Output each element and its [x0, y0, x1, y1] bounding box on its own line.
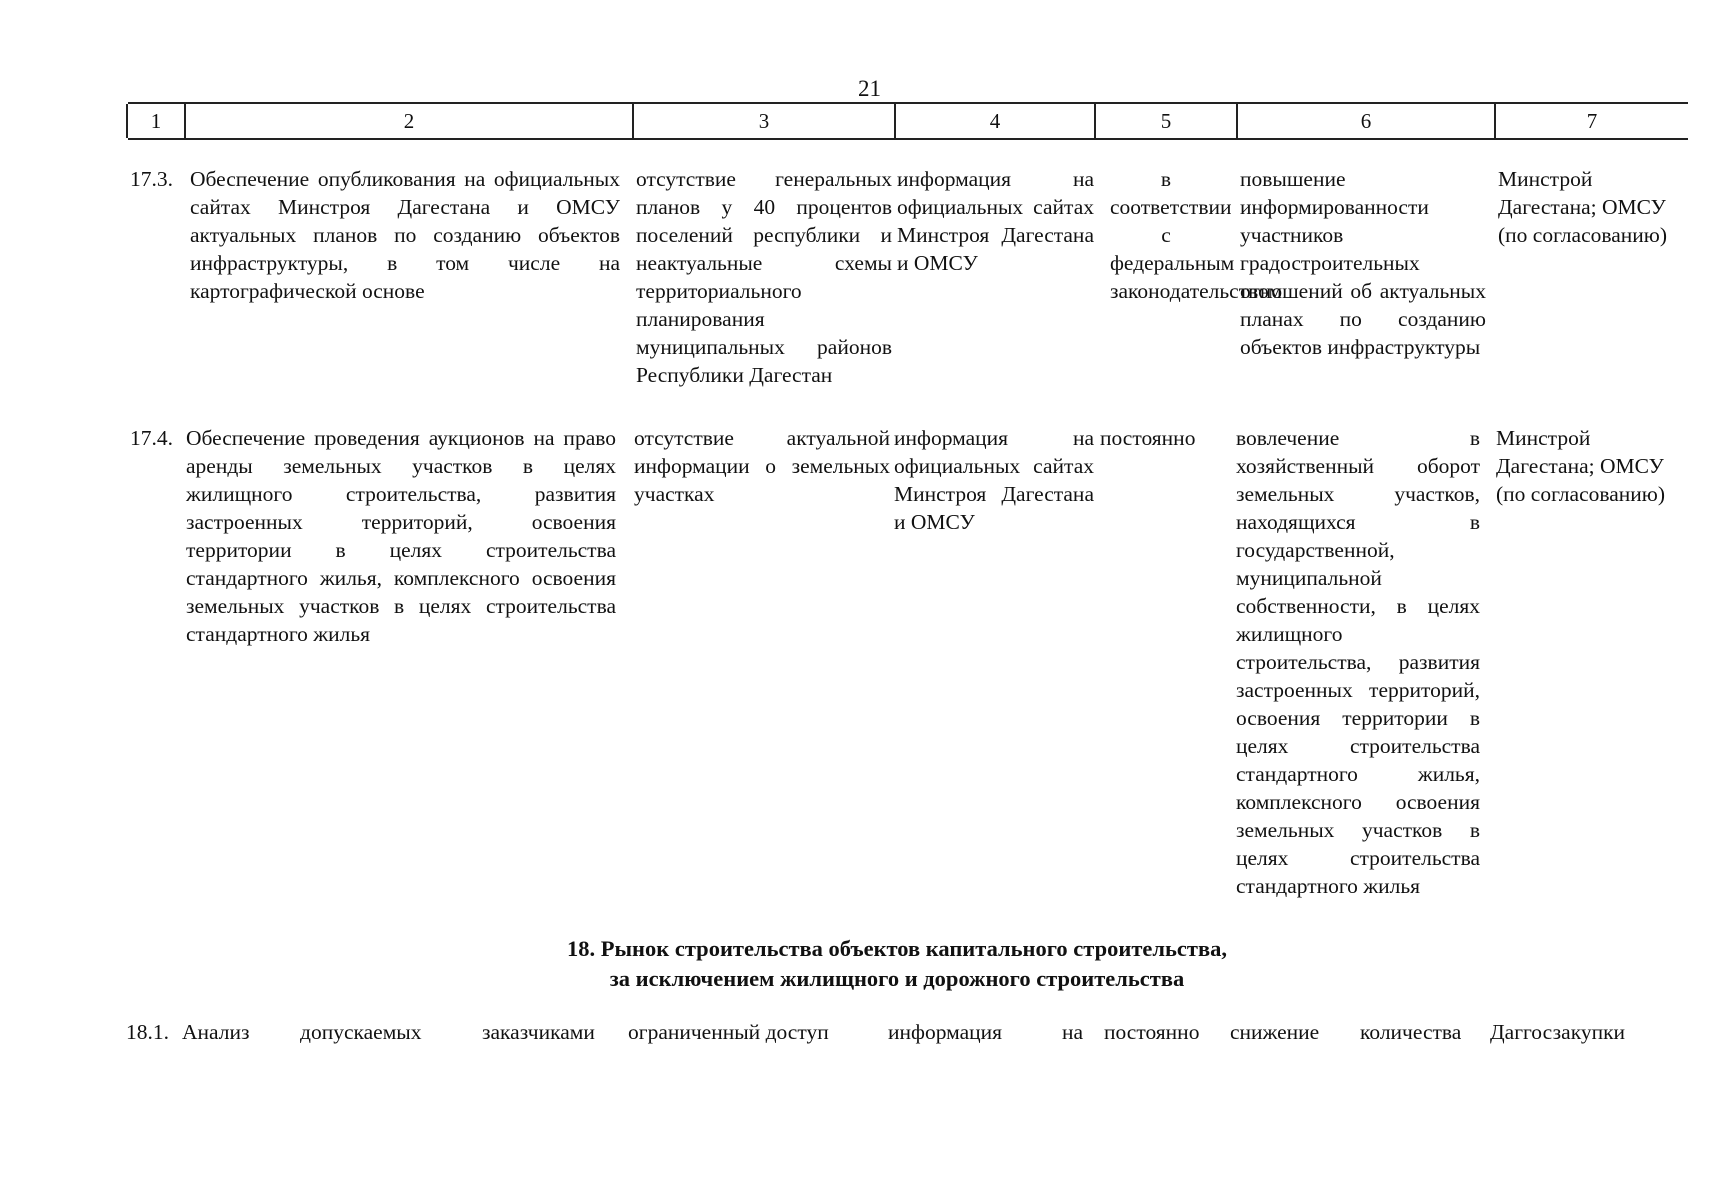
column-number-5: 5 — [1094, 104, 1236, 138]
document-word: информация — [888, 1020, 1003, 1044]
result-word: снижение — [1230, 1020, 1320, 1044]
measure-cell: Обеспечение проведения аукционов на право аренды земельных участков в целях жилищного строительства, развития застроенных территорий, освоения территории в целях строительства стандартного жилья, комплексного освоения земельных участков в целях строительства стандартного жилья — [186, 426, 616, 646]
result-cell: вовлечение в хозяйственный оборот земельных участков, находящихся в государственной, муниципальной собственности, в целях жилищного строительства, развития застроенных территорий, освоения территории в целях строительства стандартного жилья, комплексного освоения земельных участков в целях строительства стандартного жилья — [1236, 426, 1480, 898]
problem-cell: ограниченный доступ — [628, 1020, 829, 1044]
deadline-cell: постоянно — [1100, 426, 1196, 450]
section-title-line-2: за исключением жилищного и дорожного строительства — [609, 966, 1185, 991]
deadline-cell: в соответствии с федеральным законодательством — [1110, 167, 1283, 303]
problem-cell: отсутствие генеральных планов у 40 процентов поселений республики и неактуальные схемы территориального планирования муниципальных районов Республики Дагестан — [636, 167, 892, 387]
column-number-6: 6 — [1236, 104, 1494, 138]
responsible-cell: Минстрой Дагестана; ОМСУ (по согласованию) — [1498, 167, 1668, 247]
responsible-cell: Даггосзакупки — [1490, 1020, 1626, 1044]
measure-cell: Обеспечение опубликования на официальных сайтах Минстроя Дагестана и ОМСУ актуальных планов по созданию объектов инфраструктуры, в том числе на картографической основе — [190, 167, 620, 303]
column-number-2: 2 — [184, 104, 632, 138]
problem-cell: отсутствие актуальной информации о земельных участках — [634, 426, 890, 506]
column-number-3: 3 — [632, 104, 894, 138]
document-cell: информация на официальных сайтах Минстроя Дагестана и ОМСУ — [897, 167, 1094, 275]
row-number: 18.1. — [126, 1020, 169, 1044]
measure-word: Анализ — [182, 1020, 250, 1044]
table-column-number-header — [128, 102, 1688, 140]
document-cell: информация на официальных сайтах Минстроя Дагестана и ОМСУ — [894, 426, 1094, 534]
column-number-4: 4 — [894, 104, 1094, 138]
measure-word: допускаемых — [300, 1020, 422, 1044]
measure-word: заказчиками — [482, 1020, 595, 1044]
responsible-cell: Минстрой Дагестана; ОМСУ (по согласованию) — [1496, 426, 1666, 506]
row-number: 17.4. — [130, 426, 173, 450]
row-number: 17.3. — [130, 167, 173, 191]
section-title-line-1: 18. Рынок строительства объектов капитального строительства, — [567, 936, 1227, 961]
document-word: на — [1062, 1020, 1084, 1044]
page-number: 21 — [858, 76, 881, 101]
column-number-7: 7 — [1494, 104, 1688, 138]
column-number-1: 1 — [126, 104, 184, 138]
result-cell: повышение информированности участников градостроительных отношений об актуальных планах по созданию объектов инфраструктуры — [1240, 167, 1486, 359]
deadline-cell: постоянно — [1104, 1020, 1200, 1044]
result-word: количества — [1360, 1020, 1462, 1044]
